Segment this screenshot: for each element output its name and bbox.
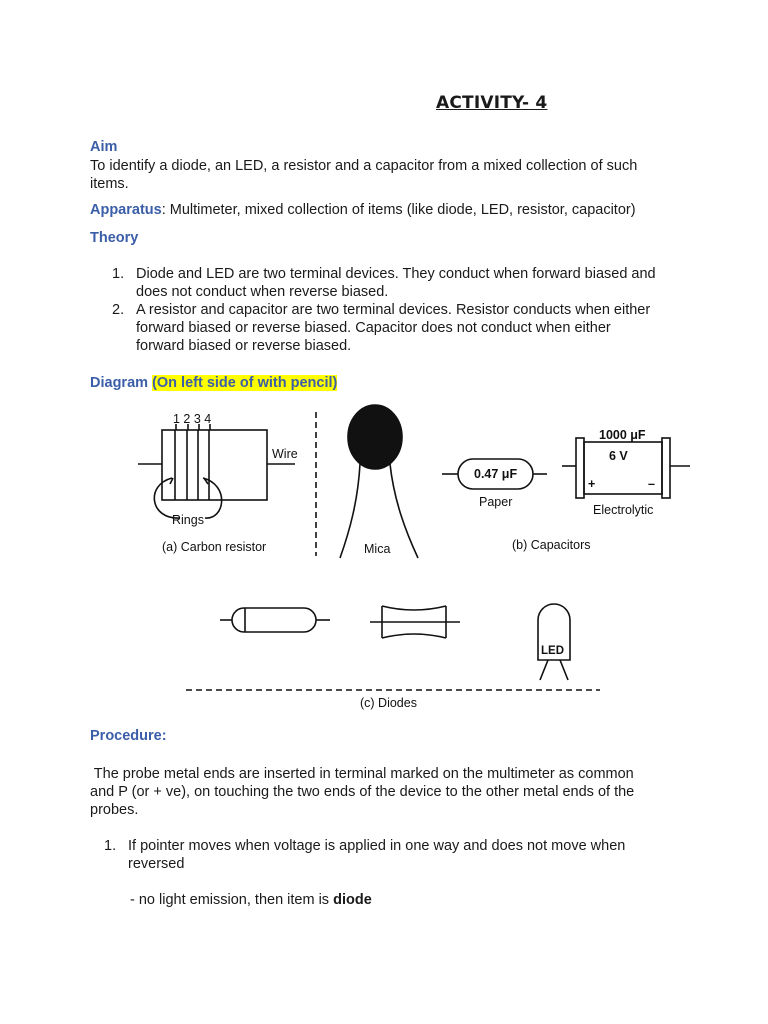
diodes-caption: (c) Diodes xyxy=(360,696,417,710)
procedure-sub-text: - no light emission, then item is xyxy=(130,892,334,908)
electrolytic-voltage: 6 V xyxy=(609,449,628,463)
mica-capacitor-drawing xyxy=(340,405,418,558)
theory-item-2-line-1: A resistor and capacitor are two terminal devices. Resistor conducts when either xyxy=(136,302,651,318)
theory-item-1-number: 1. xyxy=(112,266,125,282)
led-label: LED xyxy=(541,645,564,657)
procedure-para-line-3: probes. xyxy=(90,802,139,818)
procedure-heading: Procedure: xyxy=(90,728,167,744)
plus-sign: + xyxy=(588,477,596,491)
procedure-item-1 xyxy=(104,837,704,877)
procedure-para-line-2: and P (or + ve), on touching the two ends of the device to the other metal ends of the xyxy=(90,784,635,800)
theory-item-1-line-2: does not conduct when reverse biased. xyxy=(136,284,389,300)
diode-1-drawing xyxy=(220,608,330,632)
theory-item-2 xyxy=(112,301,712,359)
procedure-item-1-line-1: If pointer moves when voltage is applied in one way and does not move when xyxy=(128,838,626,854)
procedure-item-1-line-2: reversed xyxy=(128,856,185,872)
apparatus-text: : Multimeter, mixed collection of items (like diode, LED, resistor, capacitor) xyxy=(161,202,636,218)
wire-label: Wire xyxy=(272,447,298,461)
rings-label: Rings xyxy=(172,513,204,527)
ring-numbers-label: 1 2 3 4 xyxy=(173,412,212,426)
procedure-sub-item xyxy=(130,891,372,909)
diode-2-drawing xyxy=(370,606,460,638)
theory-heading: Theory xyxy=(90,230,139,246)
procedure-para-line-1: The probe metal ends are inserted in terminal marked on the multimeter as common xyxy=(90,766,634,782)
electrolytic-capacitor-drawing xyxy=(562,438,690,498)
electrolytic-value: 1000 μF xyxy=(599,428,646,442)
carbon-resistor-drawing xyxy=(138,424,295,518)
diagram-note: (On left side of with pencil) xyxy=(152,375,338,391)
paper-cap-value: 0.47 μF xyxy=(474,467,518,481)
aim-text-line-2: items. xyxy=(90,176,129,192)
mica-label: Mica xyxy=(364,542,391,556)
diagram-heading: Diagram xyxy=(90,375,149,391)
aim-heading: Aim xyxy=(90,139,118,155)
apparatus-heading: Apparatus xyxy=(90,202,162,218)
theory-item-1 xyxy=(112,265,712,305)
theory-item-2-number: 2. xyxy=(112,302,125,318)
carbon-resistor-caption: (a) Carbon resistor xyxy=(162,540,267,554)
procedure-sub-bold: diode xyxy=(333,892,372,908)
components-diagram xyxy=(0,400,768,720)
diagram-heading-line xyxy=(90,374,337,392)
electrolytic-label: Electrolytic xyxy=(593,503,654,517)
capacitors-caption: (b) Capacitors xyxy=(512,538,591,552)
procedure-item-1-number: 1. xyxy=(104,838,117,854)
theory-item-2-line-2: forward biased or reverse biased. Capacitor does not conduct when either xyxy=(136,320,611,336)
theory-item-1-line-1: Diode and LED are two terminal devices. They conduct when forward biased and xyxy=(136,266,656,282)
minus-sign: – xyxy=(648,477,655,491)
apparatus-line xyxy=(90,201,636,219)
led-drawing xyxy=(538,604,570,680)
theory-item-2-line-3: forward biased or reverse biased. xyxy=(136,338,352,354)
paper-label: Paper xyxy=(479,495,513,509)
page-title: ACTIVITY- 4 xyxy=(436,93,548,113)
aim-text-line-1: To identify a diode, an LED, a resistor and a capacitor from a mixed collection of such xyxy=(90,158,638,174)
